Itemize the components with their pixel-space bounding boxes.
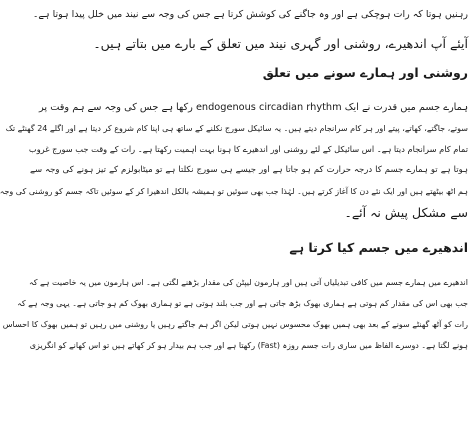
spacer [30, 223, 468, 237]
paragraph-3-line-1: اندھیرے میں ہمارے جسم میں کافی تبدیلیاں آتی ہیں اور ہارمون لیپٹن کی مقدار بڑھنے لگتی ہے۔ اس ہارمون میں یہ خاصیت ہے کہ [29, 278, 468, 287]
paragraph-2-line-2: سوتے، جاگتے، کھاتے، پیتے اور ہر کام سرانجام دیتے ہیں۔ یہ سائیکل سورج نکلنے کے ساتھ ہی اپنا کام شروع کر دیتا ہے اور اگلے 24 گھنٹے تک [5, 124, 468, 133]
spacer [30, 83, 468, 97]
section-heading-body-in-darkness: اندھیرے میں جسم کیا کرتا ہے [289, 240, 468, 255]
paragraph-2-line-6: سے مشکل پیش نہ آئے۔ [344, 205, 468, 220]
spacer [30, 54, 468, 62]
paragraph-1-line-1: رہنیں ہوتا کہ رات ہوچکی ہے اور وہ جاگنے کی کوشش کرتا ہے جس کی وجہ سے نیند میں خلل پیدا ہوتا ہے۔ [32, 9, 468, 20]
paragraph-3-line-4: ہونے لگتا ہے۔ دوسرے الفاظ میں ساری رات جسم روزہ (Fast) رکھتا ہے اور جب ہم بیدار ہو کر کھاتے ہیں تو اس کھانے کو انگریزی [29, 341, 468, 350]
paragraph-2-line-4: ہوتا ہے تو ہمارے جسم کا درجہ حرارت کم ہو جاتا ہے اور جیسے ہی سورج نکلتا ہے تو میٹابولزم کے تیز ہونے کی وجہ سے [30, 165, 468, 175]
section-heading-light-and-sleep: روشنی اور ہمارے سونے میں تعلق [262, 65, 468, 80]
paragraph-2-line-5: ہم اٹھ بیٹھتے ہیں اور ایک نئے دن کا آغاز کرتے ہیں۔ لہٰذا جب بھی سوئیں تو ہمیشہ بالکل اندھیرا کر کے سوئیں تاکہ جسم کو روشنی کی وجہ [0, 187, 468, 196]
paragraph-3-line-2: جب بھی اس کی مقدار کم ہوتی ہے ہماری بھوک بڑھ جاتی ہے اور جب بلند ہوتی ہے تو ہماری بھوک کم ہو جاتی ہے۔ یہی وجہ ہے کہ [17, 299, 468, 308]
spacer [30, 25, 468, 33]
intro-line: آیئے آپ اندھیرے، روشنی اور گہری نیند میں تعلق کے بارے میں بتاتے ہیں۔ [93, 36, 468, 51]
paragraph-3-line-3: رات کو آٹھ گھنٹے سونے کے بعد بھی ہمیں بھوک محسوس نہیں ہوتی لیکن اگر ہم جاگتے رہیں یا روشنی میں رہیں تو ہمیں بھوک کا احساس [2, 320, 468, 329]
paragraph-2-line-1: ہمارے جسم میں قدرت نے ایک endogenous circadian rhythm رکھا ہے جس کی وجہ سے ہم وقت پر [39, 102, 468, 113]
spacer [30, 258, 468, 272]
paragraph-2-line-3: تمام کام سرانجام دیتا ہے۔ اس سائیکل کے لئے روشنی اور اندھیرے کا ہونا بہت اہمیت رکھتا ہے۔ رات کے وقت جب سورج غروب [28, 144, 468, 154]
